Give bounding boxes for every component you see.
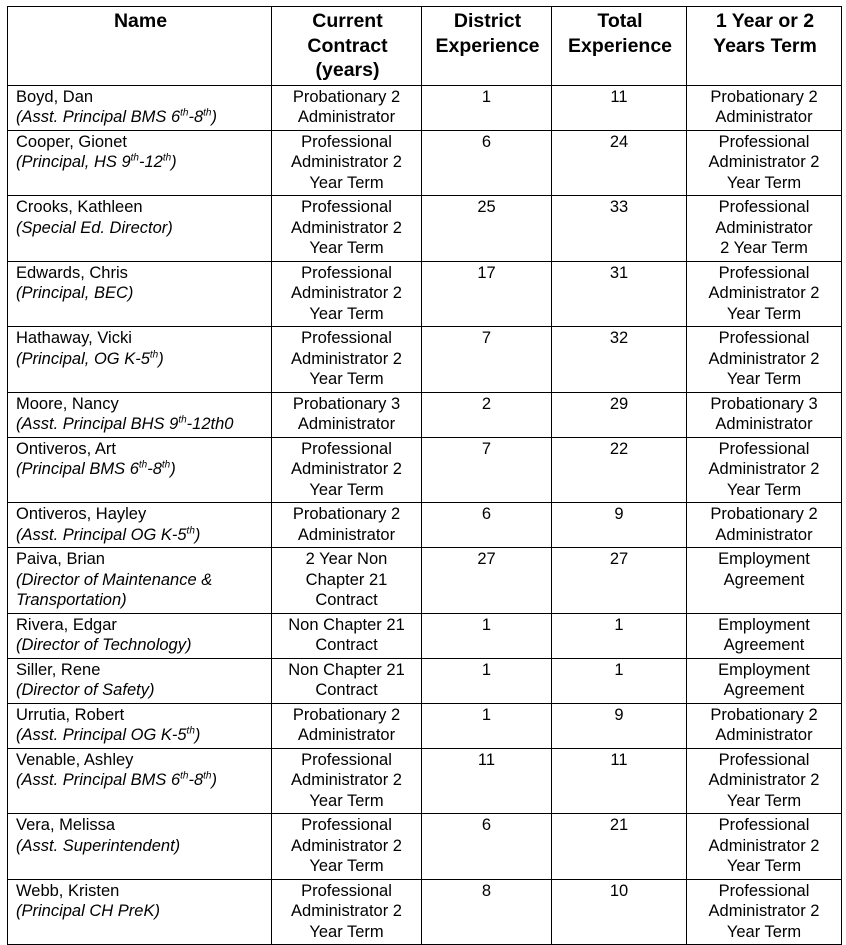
role-superscript: th <box>138 459 148 471</box>
term-cell: Employment Agreement <box>687 658 842 703</box>
name-cell <box>8 130 272 196</box>
district-experience-cell: 6 <box>422 814 552 880</box>
district-experience-cell: 8 <box>422 879 552 945</box>
role-text: (Director of Safety) <box>16 681 155 699</box>
role-superscript: th <box>130 152 139 164</box>
role-superscript: th <box>180 107 189 119</box>
role-text: (Asst. Superintendent) <box>16 836 181 855</box>
role-superscript: th <box>162 152 172 164</box>
header-total-experience: Total Experience <box>552 7 687 86</box>
header-district-experience: District Experience <box>422 7 552 86</box>
role-text: -8 <box>147 460 162 478</box>
current-contract-cell: Probationary 2 Administrator <box>272 703 422 748</box>
current-contract-cell: Professional Administrator 2 Year Term <box>272 814 422 880</box>
role-superscript: th <box>178 414 187 426</box>
district-experience-cell: 7 <box>422 437 552 503</box>
total-experience-cell: 9 <box>552 503 687 548</box>
name-cell <box>8 503 272 548</box>
current-contract-cell: Professional Administrator 2 Year Term <box>272 261 422 327</box>
role-text: (Principal, HS 9 <box>16 153 131 171</box>
staff-name: Vera, Melissa <box>16 816 116 834</box>
total-experience-cell: 33 <box>552 196 687 262</box>
role-text: (Principal BMS 6 <box>16 460 139 478</box>
total-experience-cell: 32 <box>552 327 687 393</box>
role-text: (Principal, BEC) <box>16 284 134 302</box>
staff-name: Siller, Rene <box>16 660 101 679</box>
staff-role <box>16 901 265 922</box>
table-row <box>8 814 842 880</box>
current-contract-cell: 2 Year Non Chapter 21 Contract <box>272 548 422 614</box>
role-text: (Principal CH PreK) <box>16 902 160 920</box>
district-experience-cell: 1 <box>422 703 552 748</box>
staff-role <box>16 725 265 746</box>
district-experience-cell: 1 <box>422 85 552 130</box>
role-text: ) <box>158 349 164 368</box>
total-experience-cell: 9 <box>552 703 687 748</box>
table-row <box>8 130 842 196</box>
table-row <box>8 703 842 748</box>
role-text: (Director of Maintenance & Transportation) <box>16 570 213 609</box>
total-experience-cell: 24 <box>552 130 687 196</box>
name-cell <box>8 327 272 393</box>
current-contract-cell: Professional Administrator 2 Year Term <box>272 196 422 262</box>
role-text: ) <box>194 726 201 744</box>
staff-name: Ontiveros, Art <box>16 439 116 458</box>
staff-role <box>16 218 265 239</box>
district-experience-cell: 7 <box>422 327 552 393</box>
role-text: (Asst. Principal OG K-5 <box>16 525 187 544</box>
term-cell: Employment Agreement <box>687 613 842 658</box>
name-cell <box>8 658 272 703</box>
staff-role <box>16 836 265 857</box>
district-experience-cell: 6 <box>422 503 552 548</box>
total-experience-cell: 11 <box>552 85 687 130</box>
current-contract-cell: Probationary 2 Administrator <box>272 85 422 130</box>
term-cell: Professional Administrator 2 Year Term <box>687 196 842 262</box>
name-cell <box>8 548 272 614</box>
staff-name: Paiva, Brian <box>16 550 105 568</box>
header-name: Name <box>8 7 272 86</box>
current-contract-cell: Professional Administrator 2 Year Term <box>272 327 422 393</box>
staff-name: Urrutia, Robert <box>16 705 125 724</box>
table-row <box>8 261 842 327</box>
term-cell: Probationary 3 Administrator <box>687 392 842 437</box>
name-cell <box>8 392 272 437</box>
term-cell: Probationary 2 Administrator <box>687 503 842 548</box>
staff-role <box>16 770 265 791</box>
role-superscript: th <box>186 525 195 536</box>
name-cell <box>8 613 272 658</box>
role-text: -8 <box>188 771 204 789</box>
district-experience-cell: 17 <box>422 261 552 327</box>
role-superscript: th <box>161 459 171 471</box>
current-contract-cell: Professional Administrator 2 Year Term <box>272 437 422 503</box>
current-contract-cell: Non Chapter 21 Contract <box>272 658 422 703</box>
table-row <box>8 879 842 945</box>
table-body <box>8 85 842 945</box>
current-contract-cell: Professional Administrator 2 Year Term <box>272 879 422 945</box>
role-superscript: th <box>203 107 212 119</box>
total-experience-cell: 27 <box>552 548 687 614</box>
total-experience-cell: 29 <box>552 392 687 437</box>
district-experience-cell: 27 <box>422 548 552 614</box>
staff-name: Crooks, Kathleen <box>16 198 143 216</box>
total-experience-cell: 10 <box>552 879 687 945</box>
staff-name: Boyd, Dan <box>16 87 94 106</box>
table-row <box>8 548 842 614</box>
role-text: (Special Ed. Director) <box>16 218 173 237</box>
staff-role <box>16 525 265 546</box>
name-cell <box>8 814 272 880</box>
role-text: ) <box>194 525 201 544</box>
staff-name: Hathaway, Vicki <box>16 329 132 347</box>
total-experience-cell: 31 <box>552 261 687 327</box>
term-cell: Professional Administrator 2 Year Term <box>687 130 842 196</box>
staff-name: Rivera, Edgar <box>16 615 117 634</box>
name-cell <box>8 437 272 503</box>
name-cell <box>8 879 272 945</box>
administrator-contracts-table <box>7 6 842 945</box>
district-experience-cell: 11 <box>422 748 552 814</box>
term-cell: Professional Administrator 2 Year Term <box>687 327 842 393</box>
role-text: -12 <box>138 153 163 171</box>
district-experience-cell: 1 <box>422 613 552 658</box>
total-experience-cell: 21 <box>552 814 687 880</box>
district-experience-cell: 6 <box>422 130 552 196</box>
term-cell: Professional Administrator 2 Year Term <box>687 261 842 327</box>
name-cell <box>8 85 272 130</box>
staff-name: Moore, Nancy <box>16 394 119 413</box>
staff-role <box>16 459 265 480</box>
name-cell <box>8 703 272 748</box>
name-cell <box>8 196 272 262</box>
term-cell: Employment Agreement <box>687 548 842 614</box>
table-row <box>8 748 842 814</box>
term-cell: Professional Administrator 2 Year Term <box>687 748 842 814</box>
table-row <box>8 392 842 437</box>
district-experience-cell: 2 <box>422 392 552 437</box>
role-superscript: th <box>203 770 212 782</box>
term-cell: Probationary 2 Administrator <box>687 703 842 748</box>
role-text: (Asst. Principal BHS 9 <box>16 415 179 433</box>
role-text: ) <box>171 153 177 171</box>
staff-role <box>16 349 265 370</box>
role-text: (Director of Technology) <box>16 636 192 654</box>
role-text: -12th0 <box>186 415 234 433</box>
term-cell: Professional Administrator 2 Year Term <box>687 879 842 945</box>
term-cell: Probationary 2 Administrator <box>687 85 842 130</box>
current-contract-cell: Probationary 3 Administrator <box>272 392 422 437</box>
role-text: ) <box>170 460 176 478</box>
term-cell: Professional Administrator 2 Year Term <box>687 437 842 503</box>
header-row <box>8 7 842 86</box>
header-current-contract: Current Contract (years) <box>272 7 422 86</box>
name-cell <box>8 748 272 814</box>
total-experience-cell: 22 <box>552 437 687 503</box>
staff-role <box>16 570 265 611</box>
staff-name: Venable, Ashley <box>16 750 134 769</box>
current-contract-cell: Non Chapter 21 Contract <box>272 613 422 658</box>
table-row <box>8 613 842 658</box>
total-experience-cell: 1 <box>552 613 687 658</box>
current-contract-cell: Professional Administrator 2 Year Term <box>272 130 422 196</box>
role-superscript: th <box>149 349 159 360</box>
table-row <box>8 196 842 262</box>
role-superscript: th <box>186 725 195 737</box>
role-text: -8 <box>188 108 204 126</box>
total-experience-cell: 1 <box>552 658 687 703</box>
role-text: ) <box>211 771 217 789</box>
table-row <box>8 503 842 548</box>
district-experience-cell: 1 <box>422 658 552 703</box>
table-row <box>8 327 842 393</box>
role-text: (Asst. Principal BMS 6 <box>16 108 181 126</box>
staff-role <box>16 414 265 435</box>
staff-role <box>16 635 265 656</box>
table-row <box>8 437 842 503</box>
staff-role <box>16 152 265 173</box>
name-cell <box>8 261 272 327</box>
table-row <box>8 85 842 130</box>
staff-name: Webb, Kristen <box>16 881 120 900</box>
total-experience-cell: 11 <box>552 748 687 814</box>
table-row <box>8 658 842 703</box>
staff-role <box>16 107 265 128</box>
staff-name: Ontiveros, Hayley <box>16 505 147 523</box>
district-experience-cell: 25 <box>422 196 552 262</box>
role-text: (Principal, OG K-5 <box>16 349 150 368</box>
current-contract-cell: Professional Administrator 2 Year Term <box>272 748 422 814</box>
role-text: (Asst. Principal OG K-5 <box>16 726 187 744</box>
staff-role <box>16 680 265 701</box>
staff-name: Cooper, Gionet <box>16 132 127 151</box>
role-text: ) <box>211 108 217 126</box>
staff-name: Edwards, Chris <box>16 263 128 282</box>
role-text: (Asst. Principal BMS 6 <box>16 771 181 789</box>
role-superscript: th <box>180 770 189 782</box>
current-contract-cell: Probationary 2 Administrator <box>272 503 422 548</box>
term-cell: Professional Administrator 2 Year Term <box>687 814 842 880</box>
header-term: 1 Year or 2 Years Term <box>687 7 842 86</box>
staff-role <box>16 283 265 304</box>
